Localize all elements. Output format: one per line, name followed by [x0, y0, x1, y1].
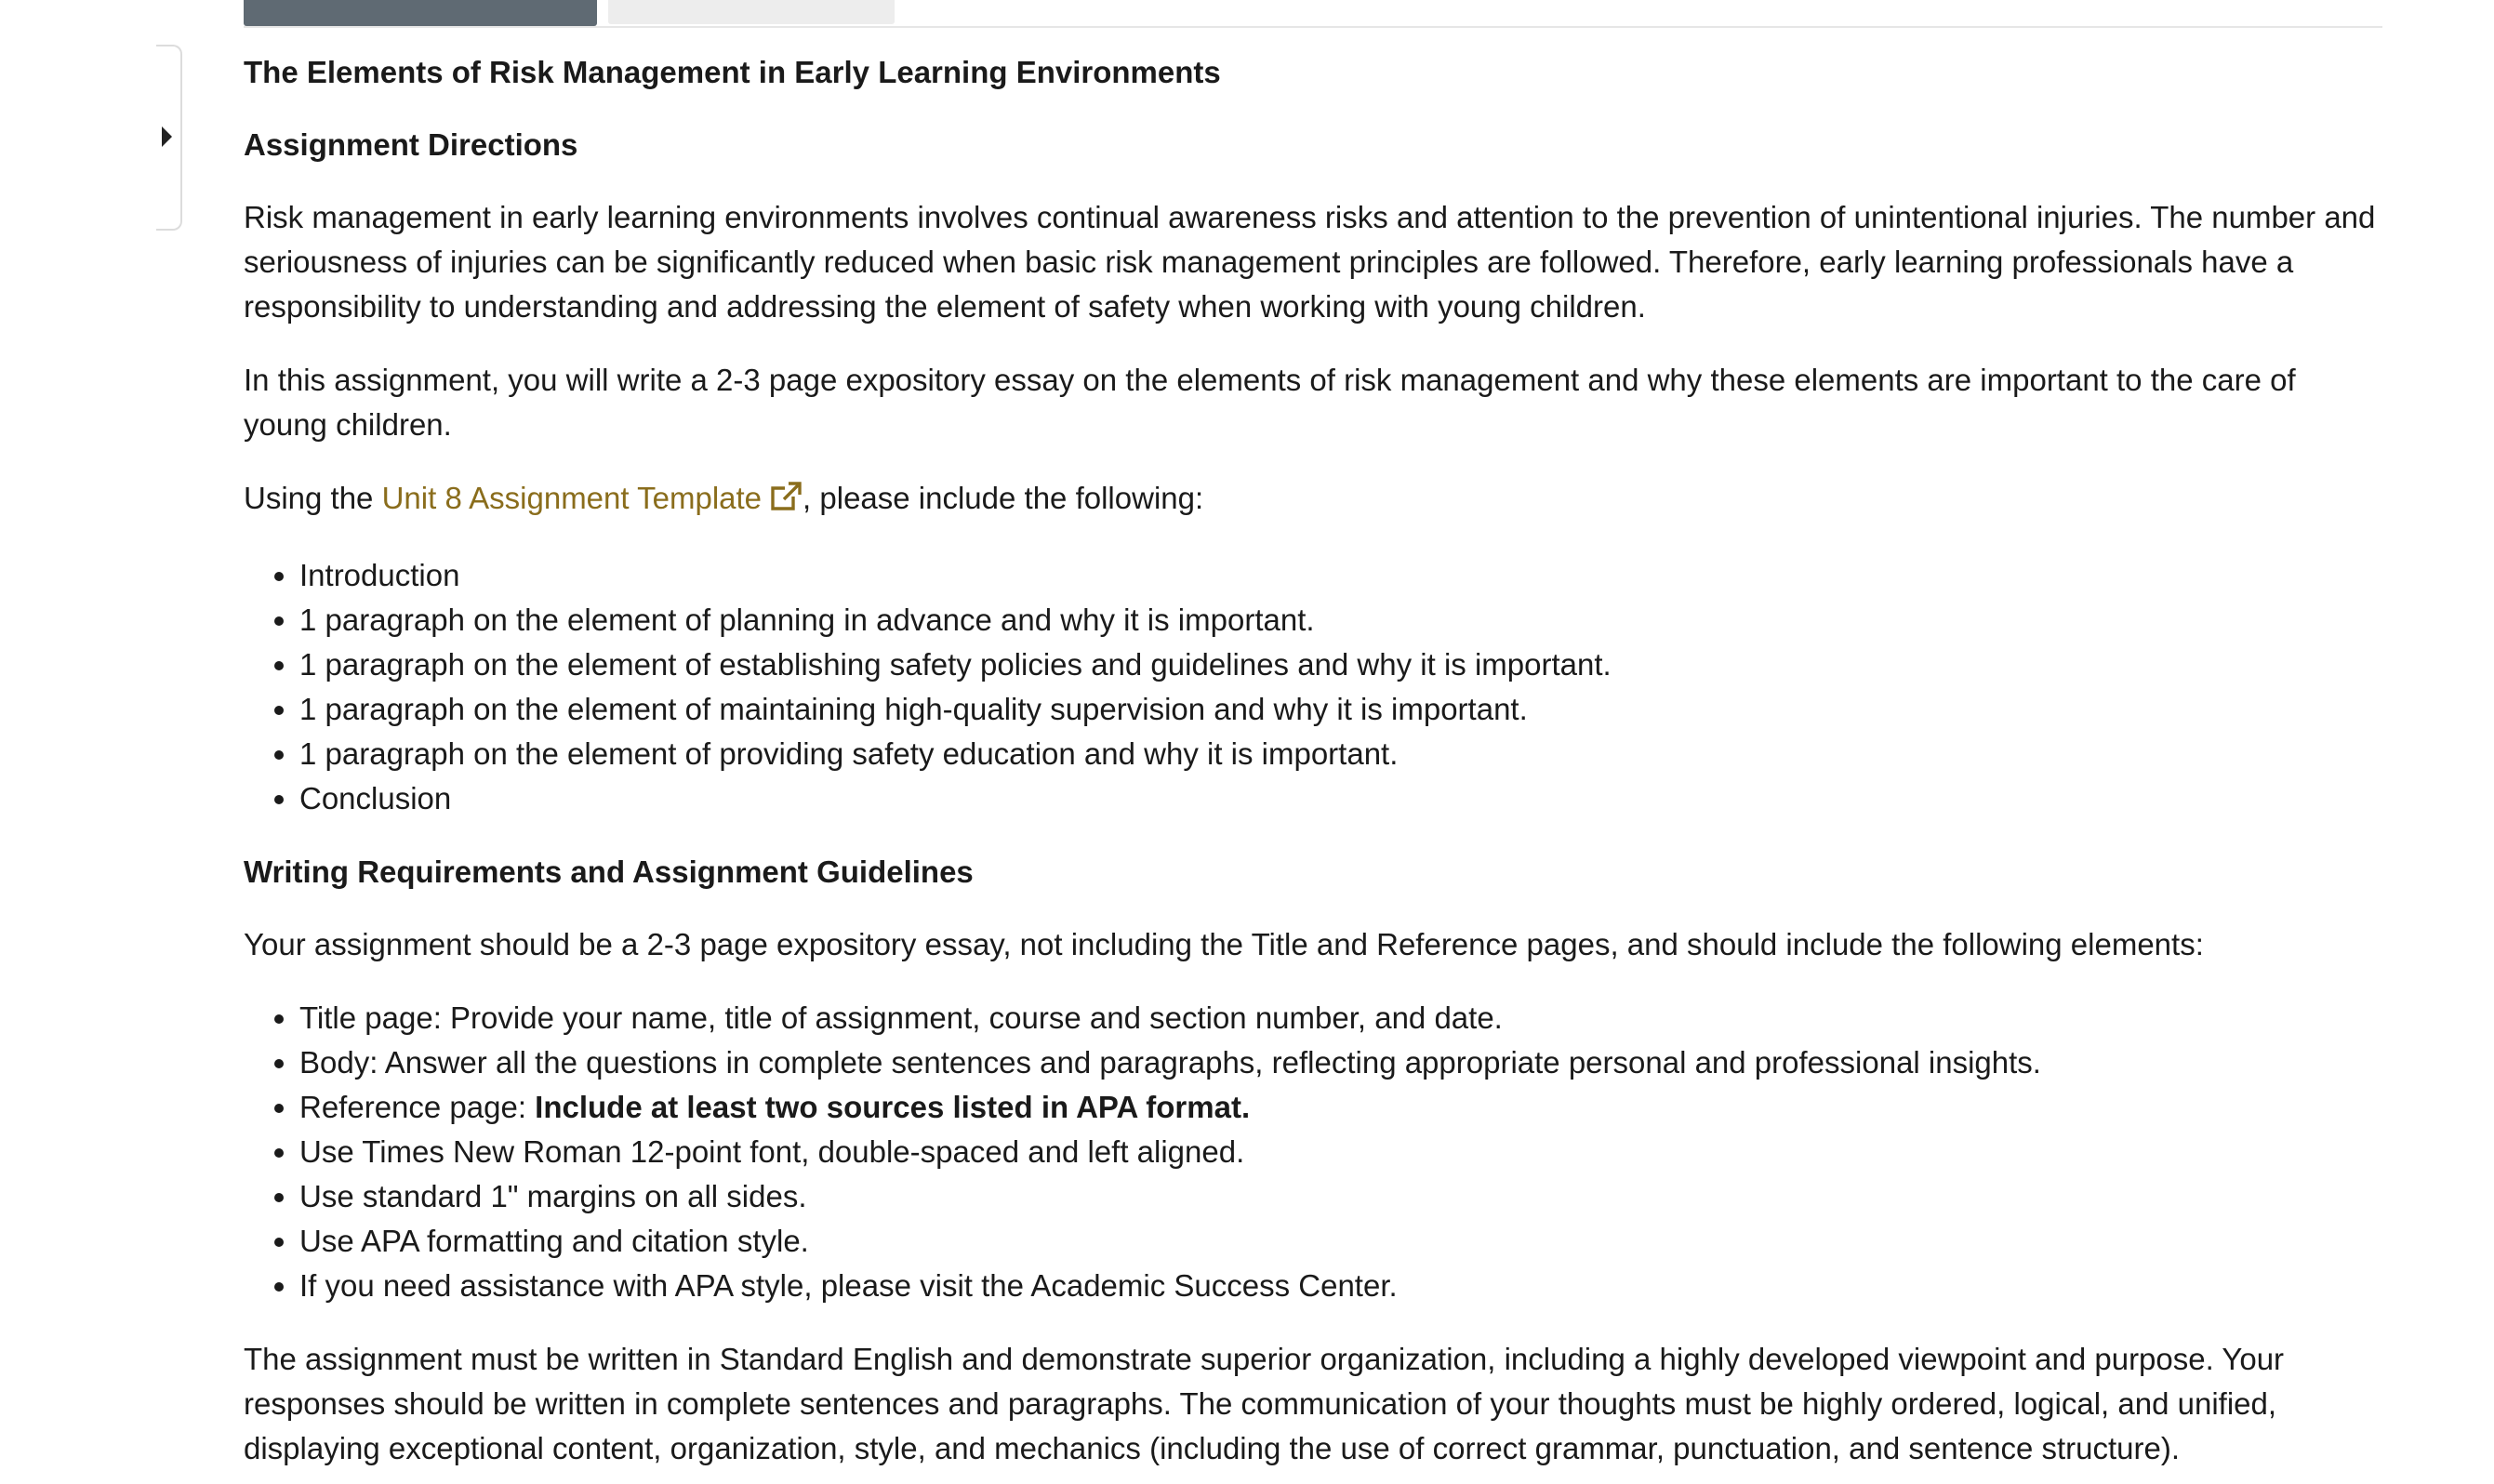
list-item: • 1 paragraph on the element of planning in advance and why it is important.: [299, 598, 2382, 643]
template-link-label[interactable]: Unit 8 Assignment Template: [381, 481, 763, 515]
list-item: • Use APA formatting and citation style.: [299, 1219, 2382, 1264]
assignment-content: [244, 50, 2382, 1484]
reference-prefix: Reference page:: [299, 1090, 536, 1124]
sidebar-drawer-toggle[interactable]: [156, 45, 182, 231]
template-prefix: Using the: [244, 481, 382, 515]
page-title: The Elements of Risk Management in Early Learning Environments: [244, 55, 1221, 89]
list-item: • If you need assistance with APA style, please visit the Academic Success Center.: [299, 1264, 2382, 1308]
directions-paragraph-1: Risk management in early learning environments involves continual awareness risks and attention to the prevention of unintentional injuries. The number and seriousness of injuries can be significantly reduced when basic risk management principles are followed. Therefore, early learning professionals have a responsibility to understanding and addressing the element of safety when working with young children.: [244, 200, 2376, 324]
reference-requirement-bold: Include at least two sources listed in APA format.: [535, 1090, 1251, 1124]
requirements-intro: Your assignment should be a 2-3 page expository essay, not including the Title and Reference pages, and should include the following elements:: [244, 927, 2204, 961]
list-item: • 1 paragraph on the element of establishing safety policies and guidelines and why it is important.: [299, 643, 2382, 687]
requirements-list: [244, 996, 2382, 1308]
list-item: • Title page: Provide your name, title of assignment, course and section number, and date.: [299, 996, 2382, 1040]
directions-heading: Assignment Directions: [244, 127, 578, 162]
closing-paragraph: The assignment must be written in Standard English and demonstrate superior organization, including a highly developed viewpoint and purpose. Your responses should be written in complete sentences and paragraphs. The communication of your thoughts must be highly ordered, logical, and unified, displaying exceptional content, organization, style, and mechanics (including the use of correct grammar, punctuation, and sentence structure).: [244, 1342, 2285, 1465]
directions-list: [244, 553, 2382, 821]
requirements-heading: Writing Requirements and Assignment Guidelines: [244, 855, 974, 889]
list-item: • 1 paragraph on the element of providing safety education and why it is important.: [299, 732, 2382, 776]
list-item: • Introduction: [299, 553, 2382, 598]
list-item: • Conclusion: [299, 776, 2382, 821]
external-link-icon[interactable]: [769, 480, 803, 524]
list-item: • 1 paragraph on the element of maintaining high-quality supervision and why it is important.: [299, 687, 2382, 732]
tab-active[interactable]: [244, 0, 597, 26]
caret-right-icon: [162, 126, 172, 147]
template-instruction: [244, 476, 2382, 524]
list-item: • Use standard 1" margins on all sides.: [299, 1174, 2382, 1219]
list-item-reference-page: [299, 1085, 2382, 1130]
directions-paragraph-2: In this assignment, you will write a 2-3 page expository essay on the elements of risk management and why these elements are important to the care of young children.: [244, 363, 2296, 442]
unit-8-template-link[interactable]: [382, 481, 803, 515]
tab-inactive[interactable]: [608, 0, 895, 24]
list-item: • Use Times New Roman 12-point font, double-spaced and left aligned.: [299, 1130, 2382, 1174]
tab-strip: [244, 0, 2382, 28]
list-item: • Body: Answer all the questions in complete sentences and paragraphs, reflecting appropriate personal and professional insights.: [299, 1040, 2382, 1085]
template-suffix: , please include the following:: [803, 481, 1204, 515]
